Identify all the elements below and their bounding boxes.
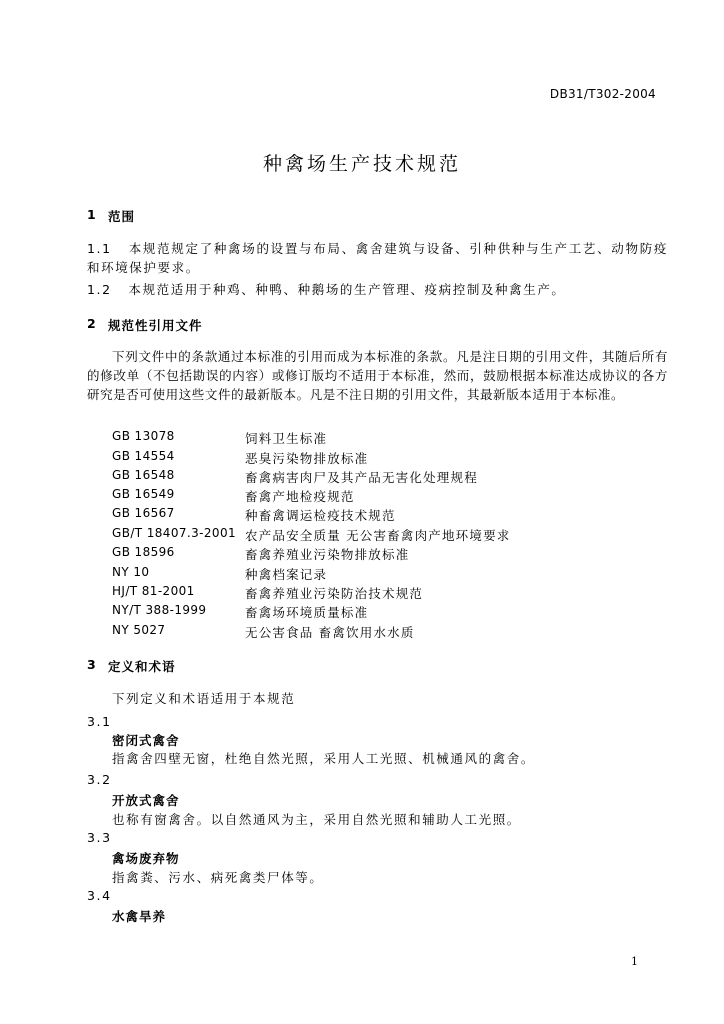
section-3-heading: 定义和术语 xyxy=(108,659,176,674)
page-number: 1 xyxy=(631,955,638,968)
reference-code: GB 16549 xyxy=(112,487,175,501)
reference-title: 畜禽病害肉尸及其产品无害化处理规程 xyxy=(245,470,478,485)
reference-code: GB 18596 xyxy=(112,545,175,559)
reference-title: 种畜禽调运检疫技术规范 xyxy=(245,508,396,523)
document-title: 种禽场生产技术规范 xyxy=(262,153,461,175)
term-name: 开放式禽舍 xyxy=(112,793,180,808)
section-1-heading: 范围 xyxy=(108,209,136,224)
reference-code: NY 10 xyxy=(112,565,150,579)
term-number: 3.4 xyxy=(87,888,112,903)
reference-title: 种禽档案记录 xyxy=(245,567,328,582)
term-name: 密闭式禽舍 xyxy=(112,733,180,748)
reference-code: GB/T 18407.3-2001 xyxy=(112,526,237,540)
term-name: 禽场废弃物 xyxy=(112,851,180,866)
section-2-intro: 下列文件中的条款通过本标准的引用而成为本标准的条款。凡是注日期的引用文件，其随后所有的修改单（不包括勘误的内容）或修订版均不适用于本标准，然而，鼓励根据本标准达成协议的各方研究是否可使用这些文件的最新版本。凡是不注日期的引用文件，其最新版本适用于本标准。 xyxy=(87,349,668,402)
reference-title: 恶臭污染物排放标准 xyxy=(245,451,369,466)
term-number: 3.2 xyxy=(87,772,112,787)
reference-code: GB 16567 xyxy=(112,506,175,520)
reference-code: GB 13078 xyxy=(112,429,175,443)
term-definition: 也称有窗禽舍。以自然通风为主，采用自然光照和辅助人工光照。 xyxy=(112,812,521,827)
reference-title: 农产品安全质量 无公害畜禽肉产地环境要求 xyxy=(245,528,511,543)
section-3-number: 3 xyxy=(87,657,97,672)
reference-code: NY 5027 xyxy=(112,623,166,637)
reference-title: 畜禽养殖业污染防治技术规范 xyxy=(245,586,424,601)
clause-text: 本规范适用于种鸡、种鸭、种鹅场的生产管理、疫病控制及种禽生产。 xyxy=(128,282,566,297)
clause-number: 1.1 xyxy=(87,241,112,256)
reference-code: HJ/T 81-2001 xyxy=(112,584,195,598)
reference-title: 无公害食品 畜禽饮用水水质 xyxy=(245,625,415,640)
section-2-number: 2 xyxy=(87,316,97,331)
standard-number: DB31/T302-2004 xyxy=(549,87,656,101)
section-2-heading: 规范性引用文件 xyxy=(108,318,203,333)
reference-title: 饲料卫生标准 xyxy=(245,431,328,446)
section-3-intro: 下列定义和术语适用于本规范 xyxy=(112,691,296,706)
term-number: 3.1 xyxy=(87,714,112,729)
reference-title: 畜禽场环境质量标准 xyxy=(245,605,369,620)
reference-code: GB 14554 xyxy=(112,449,175,463)
clause-1-2 xyxy=(87,280,566,298)
term-name: 水禽旱养 xyxy=(112,909,167,924)
clause-text: 本规范规定了种禽场的设置与布局、禽舍建筑与设备、引种供种与生产工艺、动物防疫和环境保护要求。 xyxy=(87,241,668,275)
reference-title: 畜禽养殖业污染物排放标准 xyxy=(245,547,410,562)
term-number: 3.3 xyxy=(87,830,112,845)
clause-number: 1.2 xyxy=(87,282,112,297)
term-definition: 指禽舍四壁无窗，杜绝自然光照，采用人工光照、机械通风的禽舍。 xyxy=(112,751,536,766)
clause-1-1 xyxy=(87,239,668,277)
section-1-number: 1 xyxy=(87,207,97,222)
reference-code: GB 16548 xyxy=(112,468,175,482)
term-definition: 指禽粪、污水、病死禽类尸体等。 xyxy=(112,870,324,885)
reference-title: 畜禽产地检疫规范 xyxy=(245,489,355,504)
reference-code: NY/T 388-1999 xyxy=(112,603,207,617)
